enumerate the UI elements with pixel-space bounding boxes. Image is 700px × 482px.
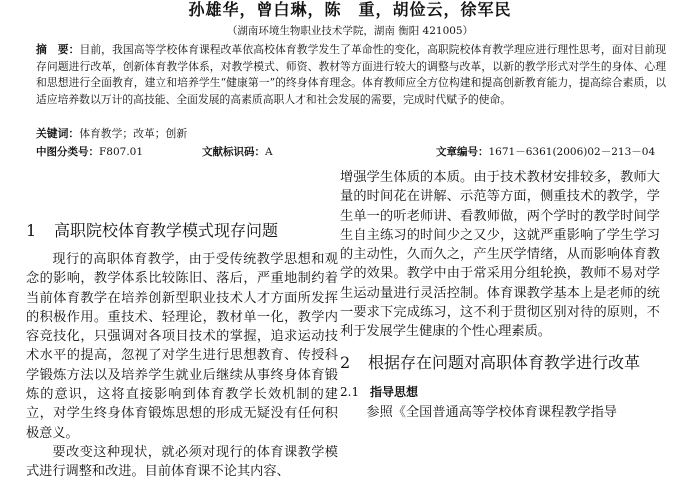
section-2-title: 根据存在问题对高职体育教学进行改革 <box>368 352 641 372</box>
abstract-text: 目前，我国高等学校体育课程改革依高校体育教学发生了革命性的变化，高职院校体育教学理应进行理性思考，面对目前现存问题进行改革，创新体育教学体系，对教学模式、师资、教材等方面进行较大的调整与改革，以新的教学形式对学生的身体、心理和思想进行全面教育，建立和培养学生“健康第一”的终身体育理念。体育教师应全方位构建和提高创新教育能力，提高综合素质，以适应培养数以万计的高技能、全面发展的高素质高职人才和社会发展的需要，完成时代赋予的使命。 <box>36 43 666 106</box>
section-2-heading <box>340 352 660 374</box>
article-label: 文章编号： <box>436 146 489 158</box>
abstract-label: 摘 要： <box>36 43 80 56</box>
right-column <box>340 168 660 422</box>
document-code <box>202 144 273 160</box>
author-list: 孙雄华，曾白琳，陈 重，胡俭云，徐军民 <box>188 0 512 19</box>
clc-label: 中图分类号： <box>36 146 99 158</box>
keywords <box>36 126 666 142</box>
clc-number <box>36 144 143 160</box>
section-1-number: 1 <box>26 221 37 240</box>
article-value: 1671－6361(2006)02－213－04 <box>488 146 656 158</box>
doc-value: A <box>265 146 273 158</box>
keywords-text: 体育教学；改革；创新 <box>79 127 188 140</box>
section-1-title: 高职院校体育教学模式现存问题 <box>54 221 279 240</box>
abstract <box>36 42 666 108</box>
clc-value: F807.01 <box>99 146 144 158</box>
section-2-number: 2 <box>340 352 351 372</box>
doc-label: 文献标识码： <box>202 146 265 158</box>
subsection-2-1-paragraph: 参照《全国普通高等学校体育课程教学指导 <box>366 404 617 420</box>
subsection-2-1-title: 指导思想 <box>370 384 419 399</box>
section-1-heading <box>26 220 338 242</box>
article-number <box>436 144 655 160</box>
section-1-paragraph: 现行的高职体育教学，由于受传统教学思想和观念的影响，教学体系比较陈旧、落后，严重地制约着当前体育教学在培养创新型职业技术人才方面所发挥的积极作用。重技术、轻理论，教材单一化，教学内容竞技化，只强调对各项目技术的掌握，追求运动技术水平的提高，忽视了对学生进行思想教育、传授科学锻炼方法以及培养学生就业后继续从事终身体育锻炼的意识，这将直接影响到体育教学长效机制的建立，对学生终身体育锻炼思想的形成无疑没有任何积极意义。 <box>26 252 338 441</box>
keywords-label: 关键词： <box>36 127 80 140</box>
section-1-paragraph: 要改变这种现状，就必须对现行的体育课教学模式进行调整和改进。目前体育课不论其内容、 <box>26 444 338 480</box>
affiliation: （湖南环境生物职业技术学院，湖南 衡阳 421005） <box>226 25 474 37</box>
subsection-2-1-number: 2.1 <box>340 384 360 399</box>
continuation-paragraph: 增强学生体质的本质。由于技术教材安排较多，教师大量的时间花在讲解、示范等方面，侧重技术的教学，学生单一的听老师讲、看教师做，两个学时的教学时间学生自主练习的时间少之又少，这就严重影响了学生学习的主动性，久而久之，产生厌学情绪，从而影响体育教学的效果。教学中由于常采用分组轮换，教师不易对学生运动量进行灵活控制。体育课教学基本上是老师的统一要求下完成练习，这不利于贯彻区别对待的原则，不利于发展学生健康的个性心理素质。 <box>340 170 660 340</box>
subsection-2-1-heading <box>340 383 660 401</box>
left-column <box>26 172 338 482</box>
